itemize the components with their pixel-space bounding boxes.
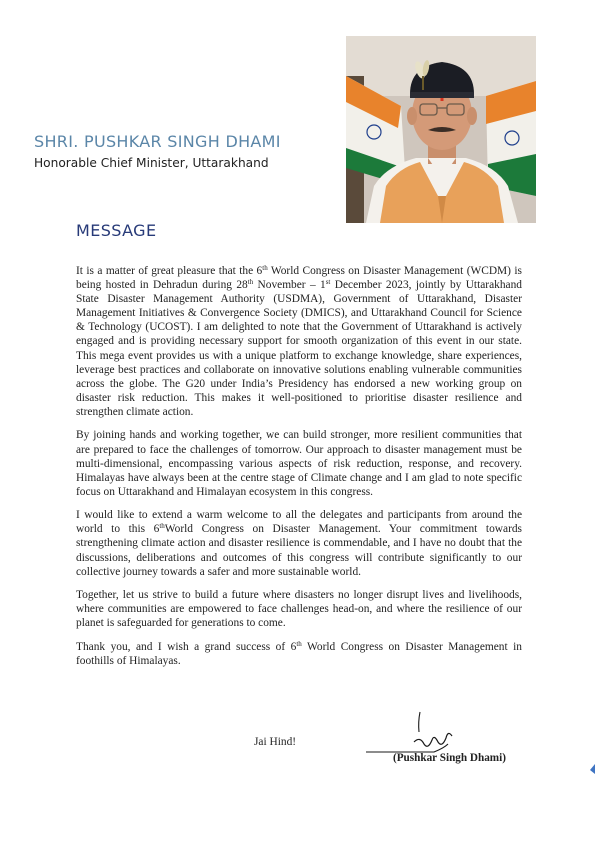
ordinal-suffix: th bbox=[296, 639, 302, 648]
closing-salutation: Jai Hind! bbox=[254, 736, 297, 748]
message-paragraph bbox=[76, 428, 522, 498]
ordinal-suffix: st bbox=[325, 278, 331, 287]
paragraph-text: Thank you, and I wish a grand success of 6 bbox=[76, 640, 297, 653]
message-paragraph bbox=[76, 508, 522, 578]
ordinal-suffix: th bbox=[247, 278, 254, 287]
paragraph-text: World Congress on Disaster Management (WCDM) is being hosted in Dehradun during 28 bbox=[76, 265, 522, 292]
message-heading: MESSAGE bbox=[76, 221, 157, 240]
ordinal-suffix: th bbox=[159, 522, 165, 531]
minister-name: SHRI. PUSHKAR SINGH DHAMI bbox=[34, 132, 281, 151]
message-paragraph bbox=[76, 588, 522, 630]
page-corner-mark bbox=[588, 764, 595, 774]
paragraph-text: December 2023, jointly by Uttarakhand State Disaster Management Authority (USDMA), Government of Uttarakhand, Disaster Management Initiatives & Convergence Society (DMICS), and Uttarakhand Council for Science & Technology (UCOST). I am delighted to note that the Government of Uttarakhand is actively engaged and is providing necessary support for smooth organization of this event in our state. This mega event provides us with a unique platform to exchange knowledge, share experiences, leverage best practices and collaborate on innovative solutions enabling vulnerable communities across the globe. The G20 under India’s Presidency has endorsed a new working group on disaster risk reduction. This makes it well-positioned to prioritise disaster resilience and strengthen climate action. bbox=[76, 279, 522, 418]
paragraph-text: By joining hands and working together, we can build stronger, more resilient communities that are prepared to face the challenges of tomorrow. Our approach to disaster management must be multi-dimensional, encompassing various aspects of risk reduction, response, and recovery. Himalayas have always been at the centre stage of Climate change and I am glad to note specific focus on Uttarakhand and Himalayan ecosystem in this congress. bbox=[76, 429, 522, 498]
paragraph-text: It is a matter of great pleasure that the 6 bbox=[76, 265, 263, 277]
paragraph-text: November – 1 bbox=[253, 279, 326, 292]
paragraph-text: I would like to extend a warm welcome to all the delegates and participants from around the world to this 6 bbox=[76, 509, 522, 536]
paragraph-text: World Congress on Disaster Management. Your commitment towards strengthening climate action and disaster resilience is commendable, and I have no doubt that the discussions, deliberations and outcomes of this congress will contribute significantly to our collective journey towards a safer and more sustainable world. bbox=[76, 523, 522, 578]
message-paragraph bbox=[76, 264, 522, 419]
paragraph-text: Together, let us strive to build a future where disasters no longer disrupt lives and livelihoods, where communities are empowered to face challenges head-on, and where the resilience of our planet is safeguarded for generations to come. bbox=[76, 589, 522, 630]
portrait-photo bbox=[346, 36, 536, 223]
message-paragraph bbox=[76, 640, 522, 668]
minister-designation: Honorable Chief Minister, Uttarakhand bbox=[34, 156, 269, 170]
handwritten-signature bbox=[364, 708, 524, 758]
signatory-name: (Pushkar Singh Dhami) bbox=[393, 752, 506, 764]
ordinal-suffix: th bbox=[262, 264, 268, 272]
portrait-illustration bbox=[346, 36, 536, 223]
paragraph-text: World Congress on Disaster Management in foothills of Himalayas. bbox=[76, 640, 522, 667]
message-body bbox=[76, 264, 522, 677]
